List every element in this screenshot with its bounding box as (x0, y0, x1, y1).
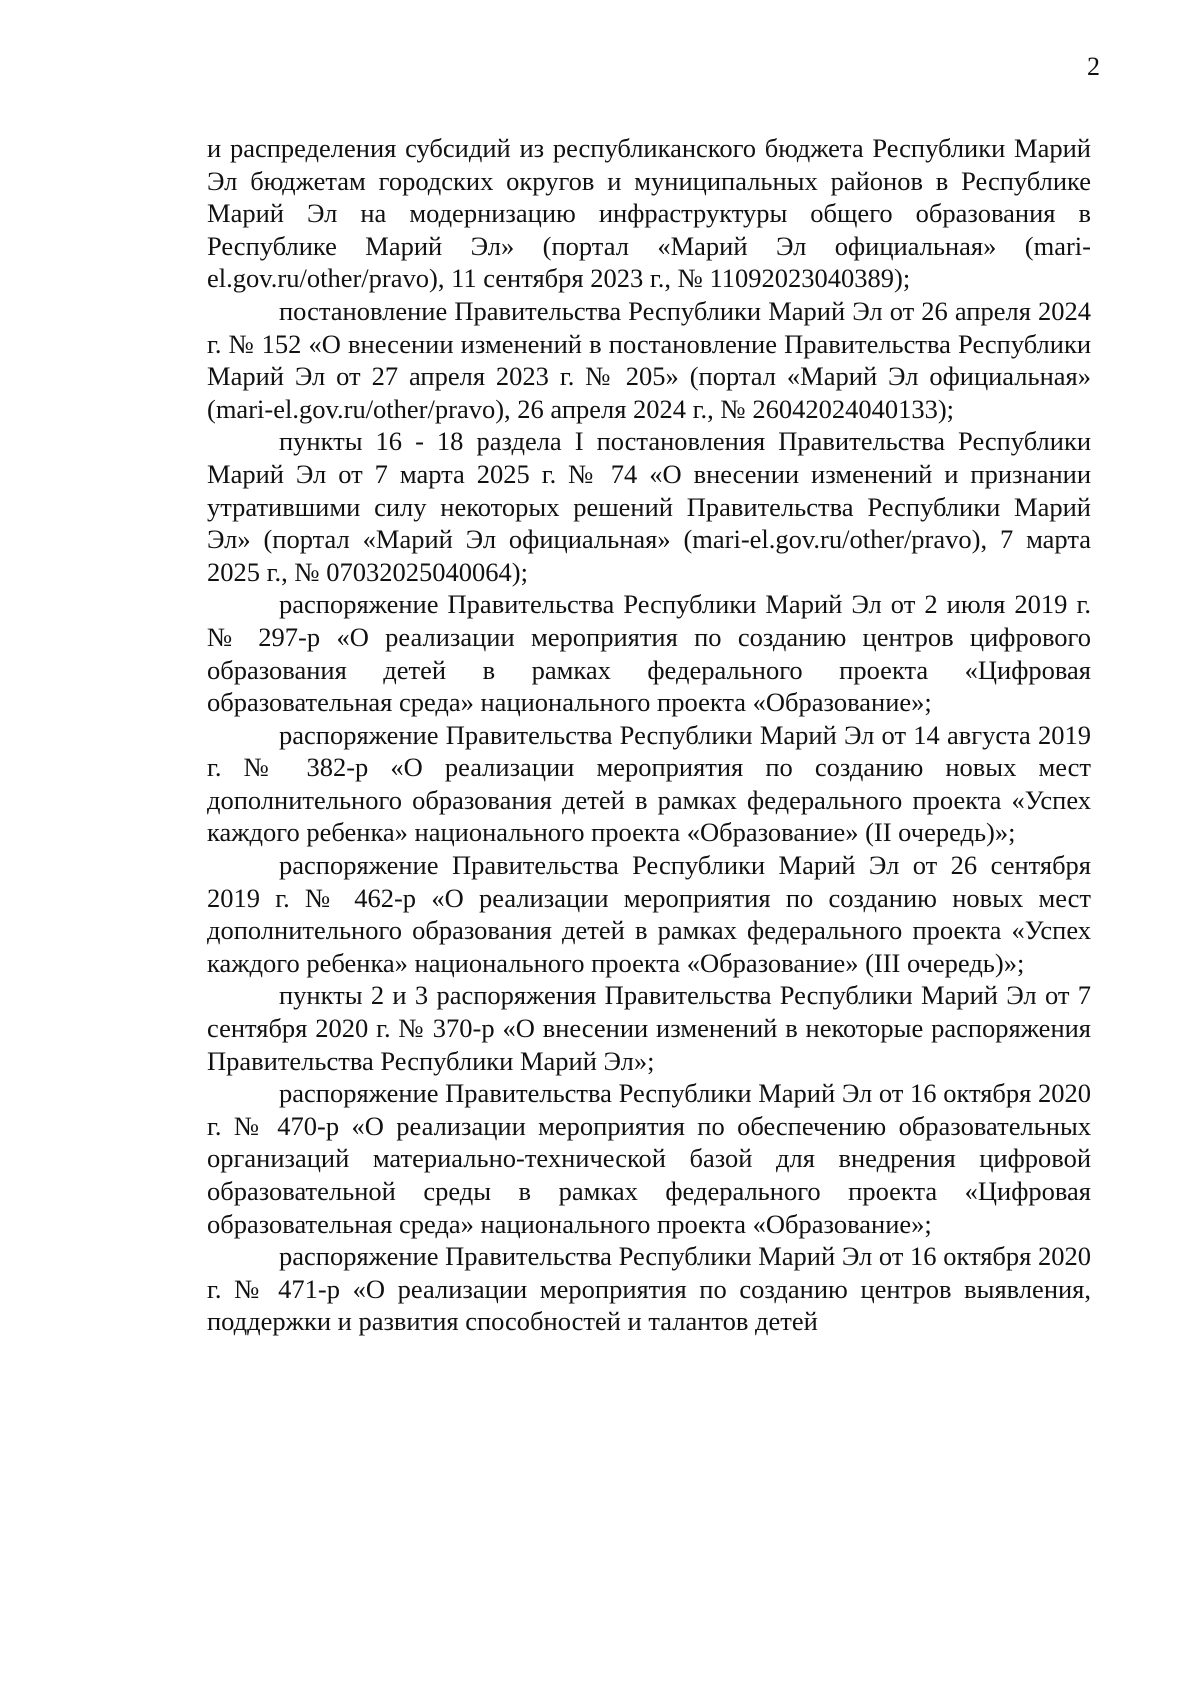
paragraph-continuation: и распределения субсидий из республиканского бюджета Республики Марий Эл бюджетам городских округов и муниципальных районов в Республике Марий Эл на модернизацию инфраструктуры общего образования в Республике Марий Эл» (портал «Марий Эл официальная» (mari-el.gov.ru/other/pravo), 11 сентября 2023 г., № 11092023040389); (207, 133, 1091, 294)
document-body (207, 132, 1091, 1338)
paragraph-resolution-74: пункты 16 - 18 раздела I постановления Правительства Республики Марий Эл от 7 марта 2025 г. № 74 «О внесении изменений и признании утратившими силу некоторых решений Правительства Республики Марий Эл» (портал «Марий Эл официальная» (mari-el.gov.ru/other/pravo), 7 марта 2025 г., № 07032025040064); (207, 426, 1091, 587)
paragraph-order-462: распоряжение Правительства Республики Марий Эл от 26 сентября 2019 г. № 462-р «О реализации мероприятия по созданию новых мест дополнительного образования детей в рамках федерального проекта «Успех каждого ребенка» национального проекта «Образование» (III очередь)»; (207, 850, 1091, 978)
paragraph-order-382: распоряжение Правительства Республики Марий Эл от 14 августа 2019 г. № 382-р «О реализации мероприятия по созданию новых мест дополнительного образования детей в рамках федерального проекта «Успех каждого ребенка» национального проекта «Образование» (II очередь)»; (207, 719, 1091, 848)
page-number: 2 (1087, 52, 1100, 81)
paragraph-resolution-152: постановление Правительства Республики Марий Эл от 26 апреля 2024 г. № 152 «О внесении изменений в постановление Правительства Республики Марий Эл от 27 апреля 2023 г. № 205» (портал «Марий Эл официальная» (mari-el.gov.ru/other/pravo), 26 апреля 2024 г., № 26042024040133); (207, 295, 1091, 424)
paragraph-order-297: распоряжение Правительства Республики Марий Эл от 2 июля 2019 г. № 297-р «О реализации мероприятия по созданию центров цифрового образования детей в рамках федерального проекта «Цифровая образовательная среда» национального проекта «Образование»; (207, 589, 1091, 718)
paragraph-order-470: распоряжение Правительства Республики Марий Эл от 16 октября 2020 г. № 470-р «О реализации мероприятия по обеспечению образовательных организаций материально-технической базой для внедрения цифровой образовательной среды в рамках федерального проекта «Цифровая образовательная среда» национального проекта «Образование»; (207, 1078, 1091, 1239)
paragraph-order-471: распоряжение Правительства Республики Марий Эл от 16 октября 2020 г. № 471-р «О реализации мероприятия по созданию центров выявления, поддержки и развития способностей и талантов детей (207, 1241, 1091, 1337)
paragraph-order-370: пункты 2 и 3 распоряжения Правительства Республики Марий Эл от 7 сентября 2020 г. № 370-р «О внесении изменений в некоторые распоряжения Правительства Республики Марий Эл»; (207, 980, 1091, 1076)
